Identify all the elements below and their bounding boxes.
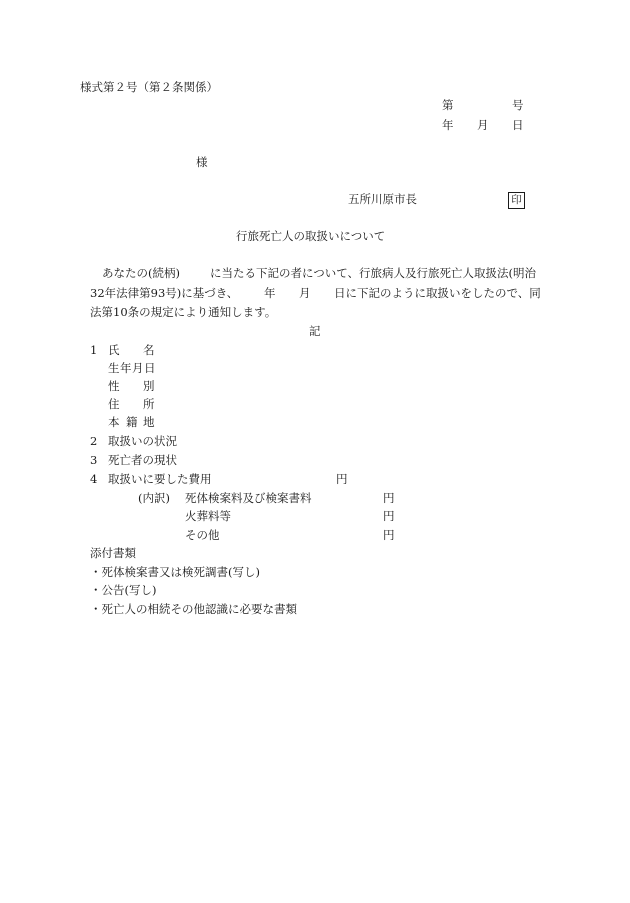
field-domicile-char2: 籍 <box>126 415 138 429</box>
breakdown-row-other: その他 <box>185 528 220 542</box>
item1-number: 1 <box>90 343 98 357</box>
doc-number-prefix: 第 <box>442 98 454 112</box>
breakdown-label: (内訳) <box>138 491 170 505</box>
form-label: 様式第２号（第２条関係） <box>80 80 218 94</box>
sender-title: 五所川原市長 <box>348 192 417 206</box>
body-line1-b: に当たる下記の者について、行旅病人及行旅死亡人取扱法(明治 <box>210 266 537 280</box>
item4-label: 取扱いに要した費用 <box>108 472 212 486</box>
seal-mark: 印 <box>508 192 525 209</box>
body-line3: 法第10条の規定により通知します。 <box>90 305 277 319</box>
body-line1-a: あなたの(続柄) <box>102 266 180 280</box>
body-line2-a: 32年法律第93号)に基づき、 <box>90 286 239 300</box>
item3-label: 死亡者の現状 <box>108 453 177 467</box>
item2-number: 2 <box>90 434 98 448</box>
field-birthdate: 生年月日 <box>108 361 156 375</box>
attachments-heading: 添付書類 <box>90 546 136 560</box>
item4-number: 4 <box>90 472 98 486</box>
field-sex-char2: 別 <box>143 379 155 393</box>
subject-title: 行旅死亡人の取扱いについて <box>236 229 386 243</box>
body-line2-year: 年 <box>264 286 276 300</box>
item2-label: 取扱いの状況 <box>108 434 177 448</box>
breakdown-row-autopsy: 死体検案料及び検案書料 <box>185 491 312 505</box>
ki-heading: 記 <box>309 324 321 338</box>
breakdown-row-cremation: 火葬料等 <box>185 509 231 523</box>
breakdown-row-other-yen: 円 <box>383 528 395 542</box>
field-name-char2: 名 <box>143 343 155 357</box>
item3-number: 3 <box>90 453 98 467</box>
attachment-item: ・死体検案書又は検死調書(写し) <box>90 565 260 579</box>
field-address-char1: 住 <box>108 397 120 411</box>
field-address-char2: 所 <box>143 397 155 411</box>
date-day: 日 <box>512 118 524 132</box>
field-sex-char1: 性 <box>108 379 120 393</box>
body-line2-month: 月 <box>299 286 311 300</box>
item4-yen: 円 <box>336 472 348 486</box>
doc-number-suffix: 号 <box>512 98 524 112</box>
field-name-char1: 氏 <box>108 343 120 357</box>
attachment-item: ・公告(写し) <box>90 583 157 597</box>
breakdown-row-cremation-yen: 円 <box>383 509 395 523</box>
date-year: 年 <box>442 118 454 132</box>
field-domicile-char1: 本 <box>108 415 120 429</box>
field-domicile-char3: 地 <box>143 415 155 429</box>
date-month: 月 <box>477 118 489 132</box>
breakdown-row-autopsy-yen: 円 <box>383 491 395 505</box>
body-line2-b: 日に下記のように取扱いをしたので、同 <box>334 286 541 300</box>
attachment-item: ・死亡人の相続その他認識に必要な書類 <box>90 602 297 616</box>
addressee-suffix: 様 <box>196 155 208 169</box>
